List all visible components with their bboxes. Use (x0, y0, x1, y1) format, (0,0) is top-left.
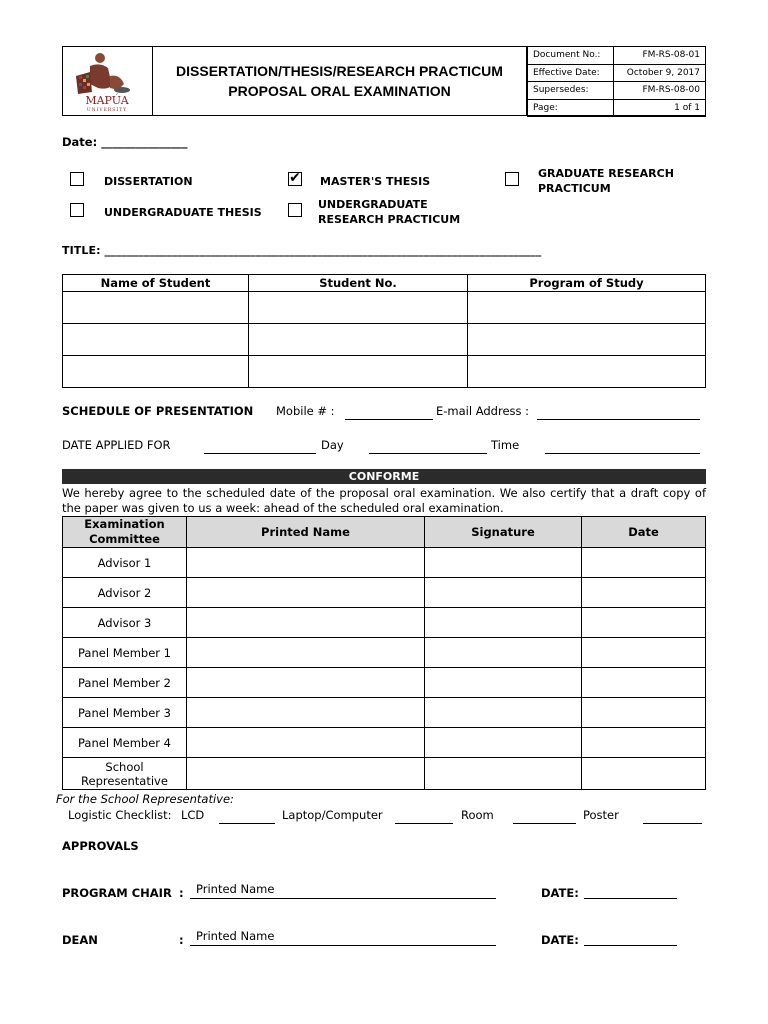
logo-cell (62, 46, 153, 116)
masters-thesis-checkbox[interactable] (288, 172, 302, 186)
dissertation-label: DISSERTATION (104, 175, 193, 188)
form-title-line1: DISSERTATION/THESIS/RESEARCH PRACTICUM (176, 63, 503, 79)
meta-label: Effective Date: (528, 64, 614, 82)
printed-name-cell[interactable] (187, 578, 425, 608)
svg-text:MAPÚA: MAPÚA (85, 94, 129, 107)
date-cell[interactable] (582, 608, 706, 638)
poster-label: Poster (583, 808, 619, 822)
dean-signature-input[interactable] (190, 945, 496, 946)
column-header: Date (582, 517, 706, 548)
form-title-line2: PROPOSAL ORAL EXAMINATION (228, 83, 451, 99)
role-cell: School Representative (63, 758, 187, 790)
student-no-cell[interactable] (249, 292, 468, 324)
poster-input[interactable] (643, 823, 702, 824)
signature-cell[interactable] (425, 698, 582, 728)
program-chair-printed-name: Printed Name (196, 882, 275, 896)
role-cell: Panel Member 3 (63, 698, 187, 728)
meta-row (528, 99, 706, 117)
student-no-cell[interactable] (249, 356, 468, 388)
program-chair-date-label: DATE: (541, 886, 579, 900)
date-cell[interactable] (582, 548, 706, 578)
column-header: Examination Committee (63, 517, 187, 548)
dean-label: DEAN (62, 933, 98, 947)
signature-cell[interactable] (425, 668, 582, 698)
program-cell[interactable] (468, 356, 706, 388)
day-label: Day (321, 438, 344, 452)
undergrad-thesis-label: UNDERGRADUATE THESIS (104, 206, 262, 219)
grad-research-practicum-checkbox[interactable] (505, 172, 519, 186)
room-label: Room (461, 808, 494, 822)
mobile-input[interactable] (345, 419, 433, 420)
meta-label: Page: (528, 99, 614, 117)
meta-label: Supersedes: (528, 82, 614, 100)
student-name-cell[interactable] (63, 356, 249, 388)
student-name-cell[interactable] (63, 324, 249, 356)
date-applied-input[interactable] (204, 453, 316, 454)
school-rep-note: For the School Representative: (56, 792, 234, 806)
meta-row (528, 82, 706, 100)
printed-name-cell[interactable] (187, 728, 425, 758)
student-table-header (63, 275, 706, 292)
printed-name-cell[interactable] (187, 548, 425, 578)
student-name-cell[interactable] (63, 292, 249, 324)
column-header: Printed Name (187, 517, 425, 548)
printed-name-cell[interactable] (187, 668, 425, 698)
table-row (63, 548, 706, 578)
column-header: Program of Study (468, 275, 706, 292)
program-chair-signature-input[interactable] (190, 898, 496, 899)
dean-printed-name: Printed Name (196, 929, 275, 943)
committee-table (62, 516, 706, 790)
table-row (63, 578, 706, 608)
program-chair-label: PROGRAM CHAIR (62, 886, 172, 900)
email-label: E-mail Address : (436, 404, 530, 418)
logistic-checklist-label: Logistic Checklist: (68, 808, 172, 822)
conforme-text: We hereby agree to the scheduled date of the proposal oral examination. We also certify that a draft copy of the paper was given to us a week: ahead of the scheduled oral examination. (62, 486, 706, 515)
mapua-logo-icon (62, 46, 153, 116)
masters-thesis-label: MASTER'S THESIS (320, 175, 431, 188)
date-cell[interactable] (582, 638, 706, 668)
conforme-title: CONFORME (62, 469, 706, 484)
table-row (63, 758, 706, 790)
table-row (63, 638, 706, 668)
table-row (63, 668, 706, 698)
meta-row (528, 64, 706, 82)
check-mark-icon: ✔ (289, 170, 301, 186)
table-row (63, 728, 706, 758)
svg-text:UNIVERSITY: UNIVERSITY (86, 108, 128, 113)
date-cell[interactable] (582, 668, 706, 698)
column-header: Student No. (249, 275, 468, 292)
dean-colon: : (179, 933, 184, 947)
program-chair-colon: : (179, 886, 184, 900)
role-cell: Advisor 2 (63, 578, 187, 608)
printed-name-cell[interactable] (187, 608, 425, 638)
student-no-cell[interactable] (249, 324, 468, 356)
time-input[interactable] (545, 453, 700, 454)
table-row (63, 608, 706, 638)
table-row (63, 356, 706, 388)
printed-name-cell[interactable] (187, 638, 425, 668)
title-field[interactable]: TITLE: ______________________________________________________________________________ (62, 244, 542, 257)
date-cell[interactable] (582, 728, 706, 758)
program-chair-date-input[interactable] (584, 898, 677, 899)
undergrad-research-label-1: UNDERGRADUATE (318, 198, 428, 211)
undergrad-research-checkbox[interactable] (288, 203, 302, 217)
meta-value: 1 of 1 (613, 99, 705, 117)
approvals-label: APPROVALS (62, 839, 139, 853)
meta-row (528, 47, 706, 65)
grad-research-label-2: PRACTICUM (538, 182, 611, 195)
meta-value: FM-RS-08-00 (613, 82, 705, 100)
program-cell[interactable] (468, 292, 706, 324)
column-header: Name of Student (63, 275, 249, 292)
document-meta-table (527, 46, 706, 117)
signature-cell[interactable] (425, 548, 582, 578)
form-title (153, 46, 527, 116)
laptop-label: Laptop/Computer (282, 808, 383, 822)
mobile-label: Mobile # : (276, 404, 335, 418)
time-label: Time (491, 438, 520, 452)
date-applied-label: DATE APPLIED FOR (62, 438, 171, 452)
room-input[interactable] (513, 823, 576, 824)
dissertation-checkbox[interactable] (70, 172, 84, 186)
meta-label: Document No.: (528, 47, 614, 65)
laptop-input[interactable] (395, 823, 453, 824)
column-header: Signature (425, 517, 582, 548)
table-row (63, 292, 706, 324)
day-input[interactable] (369, 453, 487, 454)
undergrad-thesis-checkbox[interactable] (70, 203, 84, 217)
schedule-label: SCHEDULE OF PRESENTATION (62, 404, 254, 418)
printed-name-cell[interactable] (187, 758, 425, 790)
table-row (63, 324, 706, 356)
student-table (62, 274, 706, 388)
lcd-label: LCD (181, 808, 205, 822)
signature-cell[interactable] (425, 578, 582, 608)
role-cell: Panel Member 4 (63, 728, 187, 758)
role-cell: Advisor 1 (63, 548, 187, 578)
signature-cell[interactable] (425, 608, 582, 638)
table-row (63, 698, 706, 728)
date-cell[interactable] (582, 698, 706, 728)
dean-date-label: DATE: (541, 933, 579, 947)
role-cell: Advisor 3 (63, 608, 187, 638)
date-field[interactable]: Date: _______________ (62, 135, 188, 149)
date-cell[interactable] (582, 578, 706, 608)
signature-cell[interactable] (425, 638, 582, 668)
meta-value: FM-RS-08-01 (613, 47, 705, 65)
program-cell[interactable] (468, 324, 706, 356)
committee-table-header (63, 517, 706, 548)
dean-date-input[interactable] (584, 945, 677, 946)
role-cell: Panel Member 1 (63, 638, 187, 668)
meta-value: October 9, 2017 (613, 64, 705, 82)
printed-name-cell[interactable] (187, 698, 425, 728)
email-input[interactable] (537, 419, 700, 420)
role-cell: Panel Member 2 (63, 668, 187, 698)
lcd-input[interactable] (219, 823, 275, 824)
date-cell[interactable] (582, 758, 706, 790)
grad-research-label-1: GRADUATE RESEARCH (538, 167, 674, 180)
signature-cell[interactable] (425, 758, 582, 790)
signature-cell[interactable] (425, 728, 582, 758)
undergrad-research-label-2: RESEARCH PRACTICUM (318, 213, 461, 226)
